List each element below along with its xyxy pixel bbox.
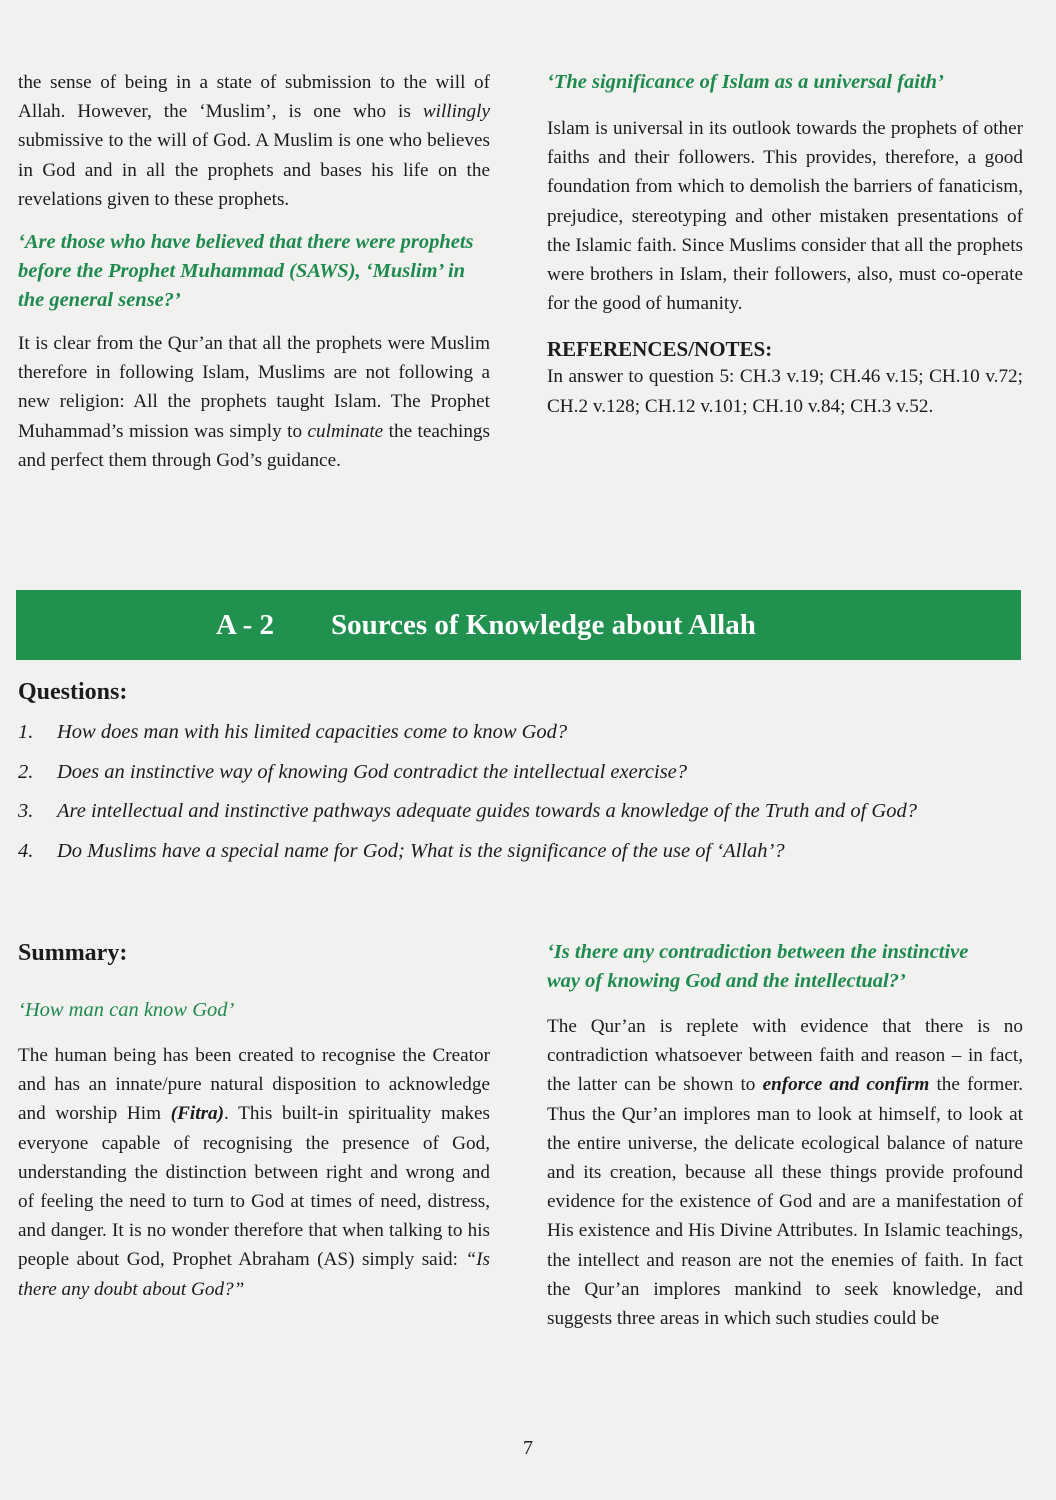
muslim-definition-paragraph — [18, 68, 490, 214]
list-item — [18, 837, 1023, 867]
questions-heading: Questions: — [18, 679, 128, 705]
list-item — [18, 758, 1023, 788]
list-item — [18, 718, 1023, 748]
text-run: the teachings and perfect them through God’s guidance. — [18, 420, 490, 471]
question-text: How does man with his limited capacities come to know God? — [57, 721, 568, 743]
emphasis-enforce-confirm: enforce and confirm — [762, 1074, 930, 1096]
prophets-muslim-paragraph — [18, 329, 490, 475]
emphasis-culminate: culminate — [307, 420, 384, 442]
question-number: 1. — [18, 721, 34, 743]
how-man-can-know-god-heading: ‘How man can know God’ — [18, 999, 235, 1021]
page-number: 7 — [523, 1437, 533, 1459]
list-item — [18, 797, 1023, 827]
question-number: 4. — [18, 839, 34, 862]
text-run: It is clear from the Qur’an that all the prophets were Muslim therefore in following Islam, Muslims are not following a new religion: All the prophets taught Islam. The Prophet Muhammad’s mission was simply to — [18, 333, 490, 442]
abraham-quote: “Is there any doubt about God?” — [18, 1249, 490, 1300]
left-column-top — [18, 68, 490, 475]
references-text: In answer to question 5: CH.3 v.19; CH.46 v.15; CH.10 v.72; CH.2 v.128; CH.12 v.101; CH.10 v.84; CH.3 v.52. — [547, 366, 1023, 417]
section-number: A - 2 — [216, 608, 274, 641]
text-run: the former. Thus the Qur’an implores man to look at himself, to look at the entire universe, the delicate ecological balance of nature and its creation, because all these things provide profound evidence for the existence of God and are a manifestation of His existence and His Divine Attributes. In Islamic teachings, the intellect and reason are not the enemies of faith. In fact the Qur’an implores mankind to seek knowledge, and suggests three areas in which such studies could be — [547, 1074, 1023, 1330]
emphasis-fitra: (Fitra) — [170, 1103, 225, 1125]
questions-list — [18, 718, 1023, 876]
summary-left-column — [18, 938, 490, 1304]
text-run: submissive to the will of God. A Muslim is one who believes in God and in all the prophets and bases his life on the revelations given to these prophets. — [18, 130, 490, 210]
section-title-bar — [16, 590, 1021, 660]
summary-heading: Summary: — [18, 940, 128, 966]
question-text: Are intellectual and instinctive pathways adequate guides towards a knowledge of the Truth and of God? — [57, 800, 917, 822]
text-run: the sense of being in a state of submission to the will of Allah. However, the ‘Muslim’, is one who is — [18, 72, 490, 123]
how-man-can-know-god-paragraph — [18, 1041, 490, 1304]
references-heading: REFERENCES/NOTES: — [547, 337, 773, 362]
emphasis-willingly: willingly — [422, 101, 490, 123]
contradiction-heading: ‘Is there any contradiction between the instinctive way of knowing God and the intellectual?’ — [547, 941, 969, 992]
universal-faith-paragraph: Islam is universal in its outlook towards the prophets of other faiths and their followers. This provides, therefore, a good foundation from which to demolish the barriers of fanaticism, prejudice, stereotyping and other mistaken presentations of the Islamic faith. Since Muslims consider that all the prophets were brothers in Islam, their followers, also, must co-operate for the good of humanity. — [547, 118, 1023, 315]
prophets-muslim-heading: ‘Are those who have believed that there were prophets before the Prophet Muhammad (SAWS), ‘Muslim’ in the general sense?’ — [18, 231, 474, 312]
question-number: 3. — [18, 800, 34, 822]
contradiction-paragraph — [547, 1012, 1023, 1333]
universal-faith-heading: ‘The significance of Islam as a universal faith’ — [547, 71, 944, 93]
section-title: Sources of Knowledge about Allah — [331, 608, 756, 641]
text-run: The human being has been created to recognise the Creator and has an innate/pure natural disposition to acknowledge and worship Him — [18, 1045, 490, 1125]
question-number: 2. — [18, 760, 34, 783]
text-run: The Qur’an is replete with evidence that there is no contradiction whatsoever between faith and reason – in fact, the latter can be shown to — [547, 1016, 1023, 1096]
summary-right-column — [547, 938, 1023, 1333]
text-run: . This built-in spirituality makes everyone capable of recognising the presence of God, understanding the distinction between right and wrong and of feeling the need to turn to God at times of need, distress, and danger. It is no wonder therefore that when talking to his people about God, Prophet Abraham (AS) simply said: — [18, 1103, 490, 1271]
question-text: Do Muslims have a special name for God; What is the significance of the use of ‘Allah’? — [57, 839, 785, 862]
question-text: Does an instinctive way of knowing God contradict the intellectual exercise? — [57, 760, 688, 783]
right-column-top — [547, 68, 1023, 421]
